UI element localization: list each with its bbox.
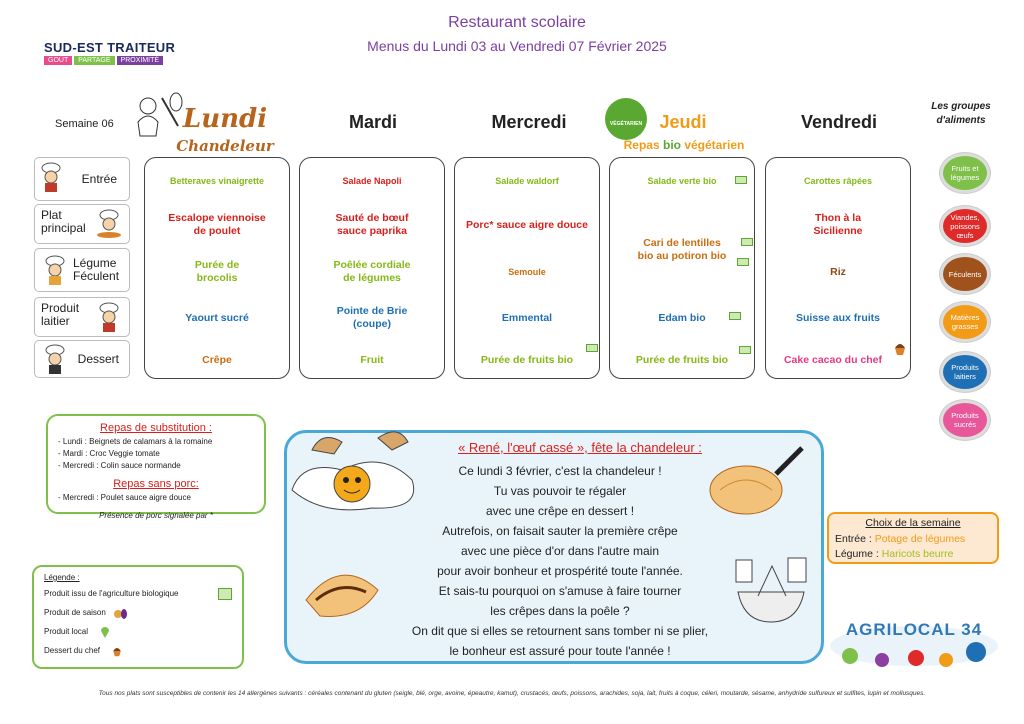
legend-row xyxy=(44,603,232,622)
agrilocal-text: AGRILOCAL 34 xyxy=(845,620,983,639)
story-line: Autrefois, on faisait sauter la première crêpe xyxy=(442,524,678,538)
food-group-laitiers: Produits laitiers xyxy=(940,352,990,392)
day-lundi-theme: Chandeleur xyxy=(176,137,274,155)
menu-entree: Salade waldorf xyxy=(495,176,559,186)
row-label-text: Dessert xyxy=(77,352,119,366)
day-mercredi: Mercredi xyxy=(491,112,567,132)
tagline-word: PROXIMITÉ xyxy=(117,56,164,65)
row-label-plat xyxy=(34,204,130,244)
pork-note: Présence de porc signalée par * xyxy=(99,511,213,520)
menu-entree: Carottes râpées xyxy=(803,176,873,186)
menu-column-mercredi xyxy=(454,157,600,379)
story-line: pour avoir bonheur et prospérité toute l'année. xyxy=(437,564,683,578)
substitution-item: - Lundi : Beignets de calamars à la romaine xyxy=(58,437,213,446)
legend-label: Produit local xyxy=(44,627,89,636)
brand-tagline xyxy=(44,56,163,65)
theme-part: végétarien xyxy=(680,138,745,152)
food-group-matieres-grasses: Matières grasses xyxy=(940,302,990,342)
menu-entree: Salade Napoli xyxy=(342,176,402,186)
food-group-feculents: Féculents xyxy=(940,254,990,294)
menu-column-mardi xyxy=(299,157,445,379)
legend-row xyxy=(44,584,232,603)
story-line: Et sais-tu pourquoi on s'amuse à faire tourner xyxy=(438,584,682,598)
legend-title: Légende : xyxy=(44,573,80,582)
menu-laitier: Yaourt sucré xyxy=(185,312,249,324)
tagline-word: GOÛT xyxy=(44,56,72,65)
menu-laitier: Emmental xyxy=(501,312,553,324)
story-line: le bonheur est assuré pour toute l'année ! xyxy=(449,644,671,658)
menu-legume: Semoule xyxy=(508,267,546,277)
row-label-text: Entrée xyxy=(81,172,117,186)
chef-icon xyxy=(95,302,123,332)
chef-icon xyxy=(41,255,69,285)
row-label-entree xyxy=(34,157,130,201)
day-jeudi: Jeudi xyxy=(659,112,707,132)
substitution-title: Repas de substitution : xyxy=(100,422,212,434)
chef-icon xyxy=(95,209,123,239)
food-group-fruits-legumes: Fruits et légumes xyxy=(940,153,990,193)
legend-label: Dessert du chef xyxy=(44,646,101,655)
menu-plat: Cari de lentilles bio au potiron bio xyxy=(637,237,727,262)
weekly-choice-value: Potage de légumes xyxy=(874,533,966,545)
crepe-pan-illustration xyxy=(706,444,806,524)
bio-leaf-icon xyxy=(737,258,749,266)
page-subtitle: Menus du Lundi 03 au Vendredi 07 Février 2025 xyxy=(367,38,667,54)
menu-column-lundi xyxy=(144,157,290,379)
row-label-text: Plat principal xyxy=(41,208,86,235)
day-jeudi-theme xyxy=(606,138,762,152)
bio-leaf-icon xyxy=(739,346,751,354)
legend-box xyxy=(32,565,244,669)
menu-entree: Betteraves vinaigrette xyxy=(169,176,265,186)
menu-legume: Riz xyxy=(830,266,846,278)
food-group-sucres: Produits sucrés xyxy=(940,400,990,440)
no-pork-title: Repas sans porc: xyxy=(113,478,199,490)
story-title: « René, l'œuf cassé », fête la chandeleur : xyxy=(458,440,702,455)
weekly-choice-label: Entrée : xyxy=(835,533,875,545)
legend-row xyxy=(44,641,232,660)
menu-dessert: Purée de fruits bio xyxy=(635,354,729,366)
menu-laitier: Edam bio xyxy=(658,312,706,324)
substitution-item: - Mercredi : Colin sauce normande xyxy=(58,461,181,470)
page-title: Restaurant scolaire xyxy=(448,14,586,31)
bio-leaf-icon xyxy=(729,312,741,320)
menu-dessert: Purée de fruits bio xyxy=(480,354,574,366)
menu-legume: Purée de brocolis xyxy=(194,259,240,284)
weekly-choice-value: Haricots beurre xyxy=(881,548,954,560)
story-line: Tu vas pouvoir te régaler xyxy=(493,484,627,498)
weekly-choice-legume xyxy=(835,547,991,562)
substitution-box xyxy=(46,414,266,520)
tagline-word: PARTAGE xyxy=(74,56,114,65)
weekly-choice-label: Légume : xyxy=(835,548,882,560)
row-label-text: Produit laitier xyxy=(41,301,80,328)
row-label-dessert xyxy=(34,340,130,378)
bio-leaf-icon xyxy=(735,176,747,184)
story-line: Ce lundi 3 février, c'est la chandeleur ! xyxy=(458,464,662,478)
allergen-footer: Tous nos plats sont susceptibles de contenir les 14 allergènes suivants : céréales contenant du gluten (seigle, blé, orge, avoine, épeautre, kamut), crustacés, œufs, poissons, arachides, soja, lait, fruits à coque, céleri, moutarde, sésame, anhydride sulfureux et sulfites, lupin et mollusques. xyxy=(98,690,926,697)
menu-dessert: Crêpe xyxy=(202,354,232,366)
row-label-legume xyxy=(34,248,130,292)
day-vendredi: Vendredi xyxy=(800,112,878,132)
menu-entree: Salade verte bio xyxy=(647,176,717,186)
day-mardi: Mardi xyxy=(348,112,397,132)
brand-logo: SUD-EST TRAITEUR xyxy=(44,40,176,55)
weekly-choice-entree xyxy=(835,532,991,547)
week-number: Semaine 06 xyxy=(55,118,114,130)
mixing-bowl-illustration xyxy=(728,556,814,626)
bio-leaf-icon xyxy=(218,588,232,600)
menu-plat: Thon à la Sicilienne xyxy=(813,212,863,237)
weekly-choice-box xyxy=(827,512,999,564)
agrilocal-logo xyxy=(826,612,1002,670)
story-line: avec une crêpe en dessert ! xyxy=(485,504,635,518)
menu-plat: Escalope viennoise de poulet xyxy=(168,212,266,237)
weekly-choice-title: Choix de la semaine xyxy=(865,517,961,529)
legend-row xyxy=(44,622,232,641)
menu-column-vendredi xyxy=(765,157,911,379)
story-line: avec une pièce d'or dans l'autre main xyxy=(460,544,660,558)
menu-dessert: Fruit xyxy=(360,354,384,366)
food-groups-title: Les groupes d'aliments xyxy=(931,101,991,126)
legend-label: Produit de saison xyxy=(44,608,106,617)
chef-dessert-icon xyxy=(892,340,908,356)
menu-legume: Poêlée cordiale de légumes xyxy=(333,259,411,284)
bio-leaf-icon xyxy=(586,344,598,352)
menu-plat: Porc* sauce aigre douce xyxy=(466,219,588,231)
vegetarian-badge: VÉGÉTARIEN xyxy=(605,98,647,140)
theme-part-bio: bio xyxy=(662,138,681,152)
chef-icon xyxy=(41,344,69,374)
chef-icon xyxy=(37,162,65,192)
theme-part: Repas xyxy=(623,138,663,152)
menu-laitier: Pointe de Brie (coupe) xyxy=(336,305,408,330)
food-group-viandes: Viandes, poissons œufs xyxy=(940,206,990,246)
story-line: les crêpes dans la poêle ? xyxy=(490,604,630,618)
bio-leaf-icon xyxy=(741,238,753,246)
chef-dessert-icon xyxy=(110,645,124,657)
menu-column-jeudi xyxy=(609,157,755,379)
menu-dessert: Cake cacao du chef xyxy=(783,354,883,366)
crepe-illustration xyxy=(300,560,384,624)
no-pork-item: - Mercredi : Poulet sauce aigre douce xyxy=(58,493,191,502)
day-lundi: Lundi xyxy=(182,104,268,134)
menu-plat: Sauté de bœuf sauce paprika xyxy=(335,212,409,237)
local-pin-icon xyxy=(98,626,112,638)
legend-label: Produit issu de l'agriculture biologique xyxy=(44,589,179,598)
season-produce-icon xyxy=(114,607,128,619)
story-line: On dit que si elles se retournent sans tomber ni se plier, xyxy=(411,624,709,638)
menu-laitier: Suisse aux fruits xyxy=(795,312,881,324)
row-label-text: Légume Féculent xyxy=(73,256,120,283)
row-label-laitier xyxy=(34,297,130,337)
substitution-item: - Mardi : Croc Veggie tomate xyxy=(58,449,160,458)
